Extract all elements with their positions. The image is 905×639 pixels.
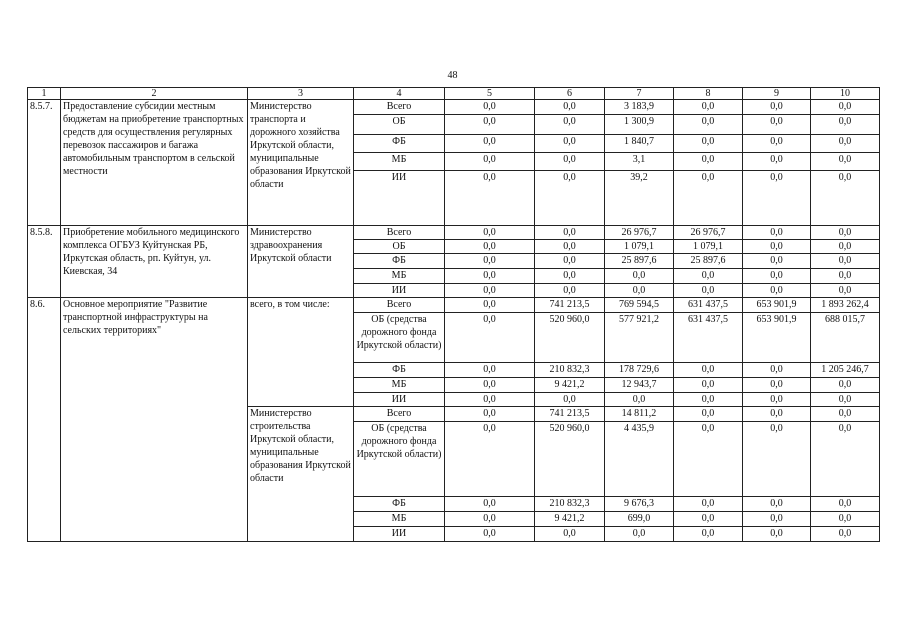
funding-source: Всего: [354, 407, 445, 422]
funding-source: Всего: [354, 226, 445, 240]
value-cell: 0,0: [535, 171, 605, 226]
column-number: 8: [674, 88, 743, 100]
table-body: [28, 88, 880, 542]
value-cell: 741 213,5: [535, 298, 605, 313]
value-cell: 0,0: [674, 393, 743, 407]
value-cell: 520 960,0: [535, 422, 605, 497]
value-cell: 0,0: [445, 171, 535, 226]
value-cell: 0,0: [674, 269, 743, 284]
value-cell: 0,0: [811, 284, 880, 298]
value-cell: 9 421,2: [535, 512, 605, 527]
value-cell: 653 901,9: [743, 313, 811, 363]
value-cell: 0,0: [674, 171, 743, 226]
value-cell: 0,0: [674, 497, 743, 512]
value-cell: 653 901,9: [743, 298, 811, 313]
value-cell: 26 976,7: [605, 226, 674, 240]
value-cell: 0,0: [811, 254, 880, 269]
value-cell: 0,0: [674, 115, 743, 135]
value-cell: 0,0: [811, 527, 880, 542]
value-cell: 0,0: [674, 153, 743, 171]
value-cell: 0,0: [535, 254, 605, 269]
column-number: 5: [445, 88, 535, 100]
value-cell: 0,0: [811, 269, 880, 284]
item-code: 8.6.: [28, 298, 61, 542]
value-cell: 0,0: [445, 226, 535, 240]
value-cell: 39,2: [605, 171, 674, 226]
value-cell: 0,0: [535, 115, 605, 135]
value-cell: 0,0: [535, 284, 605, 298]
value-cell: 0,0: [743, 512, 811, 527]
executor: Министерство строительства Иркутской области, муниципальные образования Иркутской области: [248, 407, 354, 542]
value-cell: 0,0: [605, 269, 674, 284]
value-cell: 0,0: [743, 240, 811, 254]
value-cell: 1 300,9: [605, 115, 674, 135]
table-row: [28, 226, 880, 240]
value-cell: 1 079,1: [674, 240, 743, 254]
value-cell: 520 960,0: [535, 313, 605, 363]
value-cell: 0,0: [535, 269, 605, 284]
value-cell: 0,0: [445, 284, 535, 298]
value-cell: 3,1: [605, 153, 674, 171]
budget-table: [27, 87, 880, 542]
value-cell: 0,0: [811, 226, 880, 240]
executor: Министерство транспорта и дорожного хозяйства Иркутской области, муниципальные образования Иркутской области: [248, 100, 354, 226]
column-number: 7: [605, 88, 674, 100]
funding-source: ИИ: [354, 171, 445, 226]
value-cell: 0,0: [674, 363, 743, 378]
item-code: 8.5.7.: [28, 100, 61, 226]
column-number: 3: [248, 88, 354, 100]
value-cell: 0,0: [674, 284, 743, 298]
value-cell: 0,0: [811, 135, 880, 153]
value-cell: 0,0: [743, 378, 811, 393]
value-cell: 0,0: [445, 153, 535, 171]
value-cell: 0,0: [445, 240, 535, 254]
column-number: 6: [535, 88, 605, 100]
value-cell: 631 437,5: [674, 298, 743, 313]
value-cell: 0,0: [674, 407, 743, 422]
value-cell: 0,0: [743, 497, 811, 512]
column-number-row: [28, 88, 880, 100]
column-number: 9: [743, 88, 811, 100]
value-cell: 0,0: [811, 497, 880, 512]
value-cell: 699,0: [605, 512, 674, 527]
value-cell: 0,0: [811, 100, 880, 115]
value-cell: 0,0: [743, 153, 811, 171]
value-cell: 0,0: [535, 100, 605, 115]
funding-source: ОБ: [354, 240, 445, 254]
value-cell: 0,0: [445, 269, 535, 284]
funding-source: ИИ: [354, 393, 445, 407]
value-cell: 0,0: [535, 527, 605, 542]
value-cell: 0,0: [811, 393, 880, 407]
value-cell: 0,0: [743, 254, 811, 269]
funding-source: ИИ: [354, 284, 445, 298]
value-cell: 0,0: [743, 393, 811, 407]
value-cell: 0,0: [445, 100, 535, 115]
value-cell: 0,0: [811, 240, 880, 254]
value-cell: 0,0: [743, 135, 811, 153]
value-cell: 0,0: [811, 153, 880, 171]
value-cell: 0,0: [743, 527, 811, 542]
value-cell: 0,0: [445, 254, 535, 269]
funding-source: ФБ: [354, 135, 445, 153]
value-cell: 0,0: [743, 284, 811, 298]
value-cell: 0,0: [674, 378, 743, 393]
value-cell: 9 676,3: [605, 497, 674, 512]
value-cell: 1 205 246,7: [811, 363, 880, 378]
value-cell: 0,0: [743, 269, 811, 284]
value-cell: 0,0: [674, 100, 743, 115]
value-cell: 3 183,9: [605, 100, 674, 115]
value-cell: 210 832,3: [535, 363, 605, 378]
value-cell: 0,0: [445, 393, 535, 407]
funding-source: МБ: [354, 512, 445, 527]
value-cell: 577 921,2: [605, 313, 674, 363]
value-cell: 4 435,9: [605, 422, 674, 497]
value-cell: 0,0: [743, 407, 811, 422]
column-number: 2: [61, 88, 248, 100]
funding-source: ФБ: [354, 254, 445, 269]
value-cell: 0,0: [445, 135, 535, 153]
value-cell: 0,0: [743, 226, 811, 240]
value-cell: 0,0: [445, 363, 535, 378]
value-cell: 26 976,7: [674, 226, 743, 240]
value-cell: 0,0: [674, 527, 743, 542]
value-cell: 1 893 262,4: [811, 298, 880, 313]
value-cell: 0,0: [674, 422, 743, 497]
value-cell: 0,0: [445, 512, 535, 527]
executor: Министерство здравоохранения Иркутской области: [248, 226, 354, 298]
value-cell: 0,0: [445, 422, 535, 497]
value-cell: 210 832,3: [535, 497, 605, 512]
funding-source: ОБ (средства дорожного фонда Иркутской области): [354, 422, 445, 497]
table-row: [28, 100, 880, 115]
value-cell: 769 594,5: [605, 298, 674, 313]
value-cell: 0,0: [605, 393, 674, 407]
value-cell: 0,0: [445, 115, 535, 135]
column-number: 4: [354, 88, 445, 100]
value-cell: 0,0: [674, 512, 743, 527]
value-cell: 0,0: [811, 512, 880, 527]
value-cell: 0,0: [535, 226, 605, 240]
value-cell: 688 015,7: [811, 313, 880, 363]
value-cell: 25 897,6: [674, 254, 743, 269]
executor: всего, в том числе:: [248, 298, 354, 407]
value-cell: 178 729,6: [605, 363, 674, 378]
value-cell: 631 437,5: [674, 313, 743, 363]
value-cell: 0,0: [811, 171, 880, 226]
value-cell: 9 421,2: [535, 378, 605, 393]
value-cell: 0,0: [535, 153, 605, 171]
value-cell: 1 840,7: [605, 135, 674, 153]
value-cell: 0,0: [535, 240, 605, 254]
value-cell: 0,0: [743, 100, 811, 115]
value-cell: 14 811,2: [605, 407, 674, 422]
value-cell: 0,0: [674, 135, 743, 153]
funding-source: МБ: [354, 269, 445, 284]
value-cell: 0,0: [445, 407, 535, 422]
table-row: [28, 298, 880, 313]
page-number: 48: [447, 70, 458, 81]
value-cell: 0,0: [743, 363, 811, 378]
value-cell: 0,0: [445, 527, 535, 542]
value-cell: 0,0: [811, 422, 880, 497]
value-cell: 0,0: [811, 378, 880, 393]
value-cell: 0,0: [445, 378, 535, 393]
funding-source: ФБ: [354, 497, 445, 512]
value-cell: 741 213,5: [535, 407, 605, 422]
value-cell: 1 079,1: [605, 240, 674, 254]
funding-source: ИИ: [354, 527, 445, 542]
item-name: Предоставление субсидии местным бюджетам на приобретение транспортных средств для осуществления регулярных перевозок пассажиров и багажа автомобильным транспортом в сельской местности: [61, 100, 248, 226]
value-cell: 0,0: [445, 497, 535, 512]
funding-source: ФБ: [354, 363, 445, 378]
value-cell: 0,0: [535, 135, 605, 153]
value-cell: 0,0: [743, 422, 811, 497]
value-cell: 0,0: [743, 115, 811, 135]
funding-source: Всего: [354, 298, 445, 313]
funding-source: ОБ (средства дорожного фонда Иркутской области): [354, 313, 445, 363]
value-cell: 0,0: [605, 527, 674, 542]
value-cell: 0,0: [605, 284, 674, 298]
value-cell: 0,0: [445, 298, 535, 313]
item-name: Основное мероприятие "Развитие транспортной инфраструктуры на сельских территориях": [61, 298, 248, 542]
value-cell: 12 943,7: [605, 378, 674, 393]
item-code: 8.5.8.: [28, 226, 61, 298]
value-cell: 0,0: [743, 171, 811, 226]
value-cell: 0,0: [811, 115, 880, 135]
funding-source: ОБ: [354, 115, 445, 135]
value-cell: 0,0: [535, 393, 605, 407]
funding-source: МБ: [354, 153, 445, 171]
value-cell: 0,0: [445, 313, 535, 363]
column-number: 10: [811, 88, 880, 100]
value-cell: 25 897,6: [605, 254, 674, 269]
column-number: 1: [28, 88, 61, 100]
funding-source: МБ: [354, 378, 445, 393]
value-cell: 0,0: [811, 407, 880, 422]
funding-source: Всего: [354, 100, 445, 115]
item-name: Приобретение мобильного медицинского комплекса ОГБУЗ Куйтунская РБ, Иркутская область, рп. Куйтун, ул. Киевская, 34: [61, 226, 248, 298]
